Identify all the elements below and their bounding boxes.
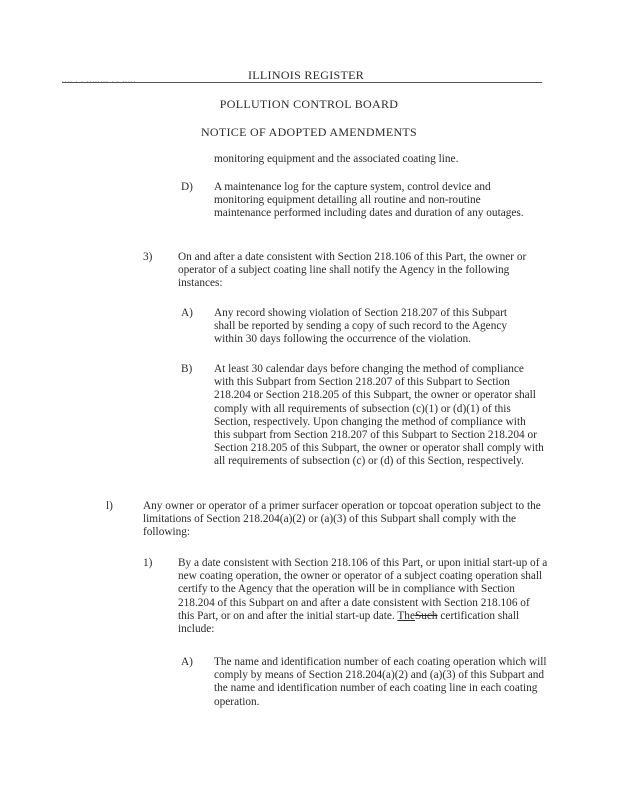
item-3a-text: Any record showing violation of Section 218.207 of this Subpart shall be reported by sending a copy of such record to the Agency within 30 days following the occurrence of the violation. bbox=[214, 307, 508, 346]
item-d-text: A maintenance log for the capture system, control device and monitoring equipment detailing all routine and non-routine maintenance performed including dates and duration of any outages. bbox=[214, 181, 524, 220]
item-1a-label: A) bbox=[181, 656, 193, 668]
item-l-text: Any owner or operator of a primer surfacer operation or topcoat operation subject to the limitations of Section 218.204(a)(2) or (a)(3) of this Subpart shall comply with the following: bbox=[143, 500, 541, 539]
item-3b-text: At least 30 calendar days before changing the method of compliance with this Subpart from Section 218.207 of this Subpart to Section 218.204 or Section 218.205 of this Subpart, the owner or operator shall comply with all requirements of subsection (c)(1) or (d)(1) of this Section, respectively. Upon changing the method of compliance with this subpart from Section 218.207 of this Subpart to Section 218.204 or Section 218.205 of this Subpart, the owner or operator shall comply with all requirements of subsection (c) or (d) of this Section, respectively. bbox=[214, 363, 544, 468]
item-3b-label: B) bbox=[181, 363, 193, 375]
continued-line: monitoring equipment and the associated coating line. bbox=[214, 153, 459, 165]
item-1-text-tail: certification shall include: bbox=[178, 609, 520, 636]
item-3-text: On and after a date consistent with Section 218.106 of this Part, the owner or operator of a subject coating line shall notify the Agency in the following instances: bbox=[178, 251, 527, 290]
item-1a-text: The name and identification number of each coating operation which will comply by means of Section 218.204(a)(2) and (a)(3) of this Subpart and the name and identification number of each coating line in each coating operation. bbox=[214, 656, 547, 708]
item-1-label: 1) bbox=[143, 557, 153, 569]
board-title: POLLUTION CONTROL BOARD bbox=[219, 97, 399, 111]
item-3-label: 3) bbox=[143, 251, 153, 263]
inserted-word: The bbox=[397, 609, 415, 622]
register-title: ILLINOIS REGISTER bbox=[248, 68, 365, 82]
item-1-text-main: By a date consistent with Section 218.106 of this Part, or upon initial start-up of a new coating operation, the owner or operator of a subject coating operation shall certify to the Agency that the operation will be in compliance with Section 218.204 of this Subpart on and after a date consistent with Section 218.106 of this Part, or on and after the initial start-up date. bbox=[178, 557, 548, 622]
item-3a-label: A) bbox=[181, 307, 193, 319]
item-l-label: l) bbox=[106, 500, 113, 512]
header-rule bbox=[62, 82, 542, 83]
item-d-label: D) bbox=[181, 181, 193, 193]
deleted-word: Such bbox=[414, 609, 438, 622]
notice-title: NOTICE OF ADOPTED AMENDMENTS bbox=[200, 125, 418, 139]
item-1-text bbox=[178, 557, 548, 636]
margin-marks: .... . . ........ . . ..... bbox=[62, 76, 137, 84]
